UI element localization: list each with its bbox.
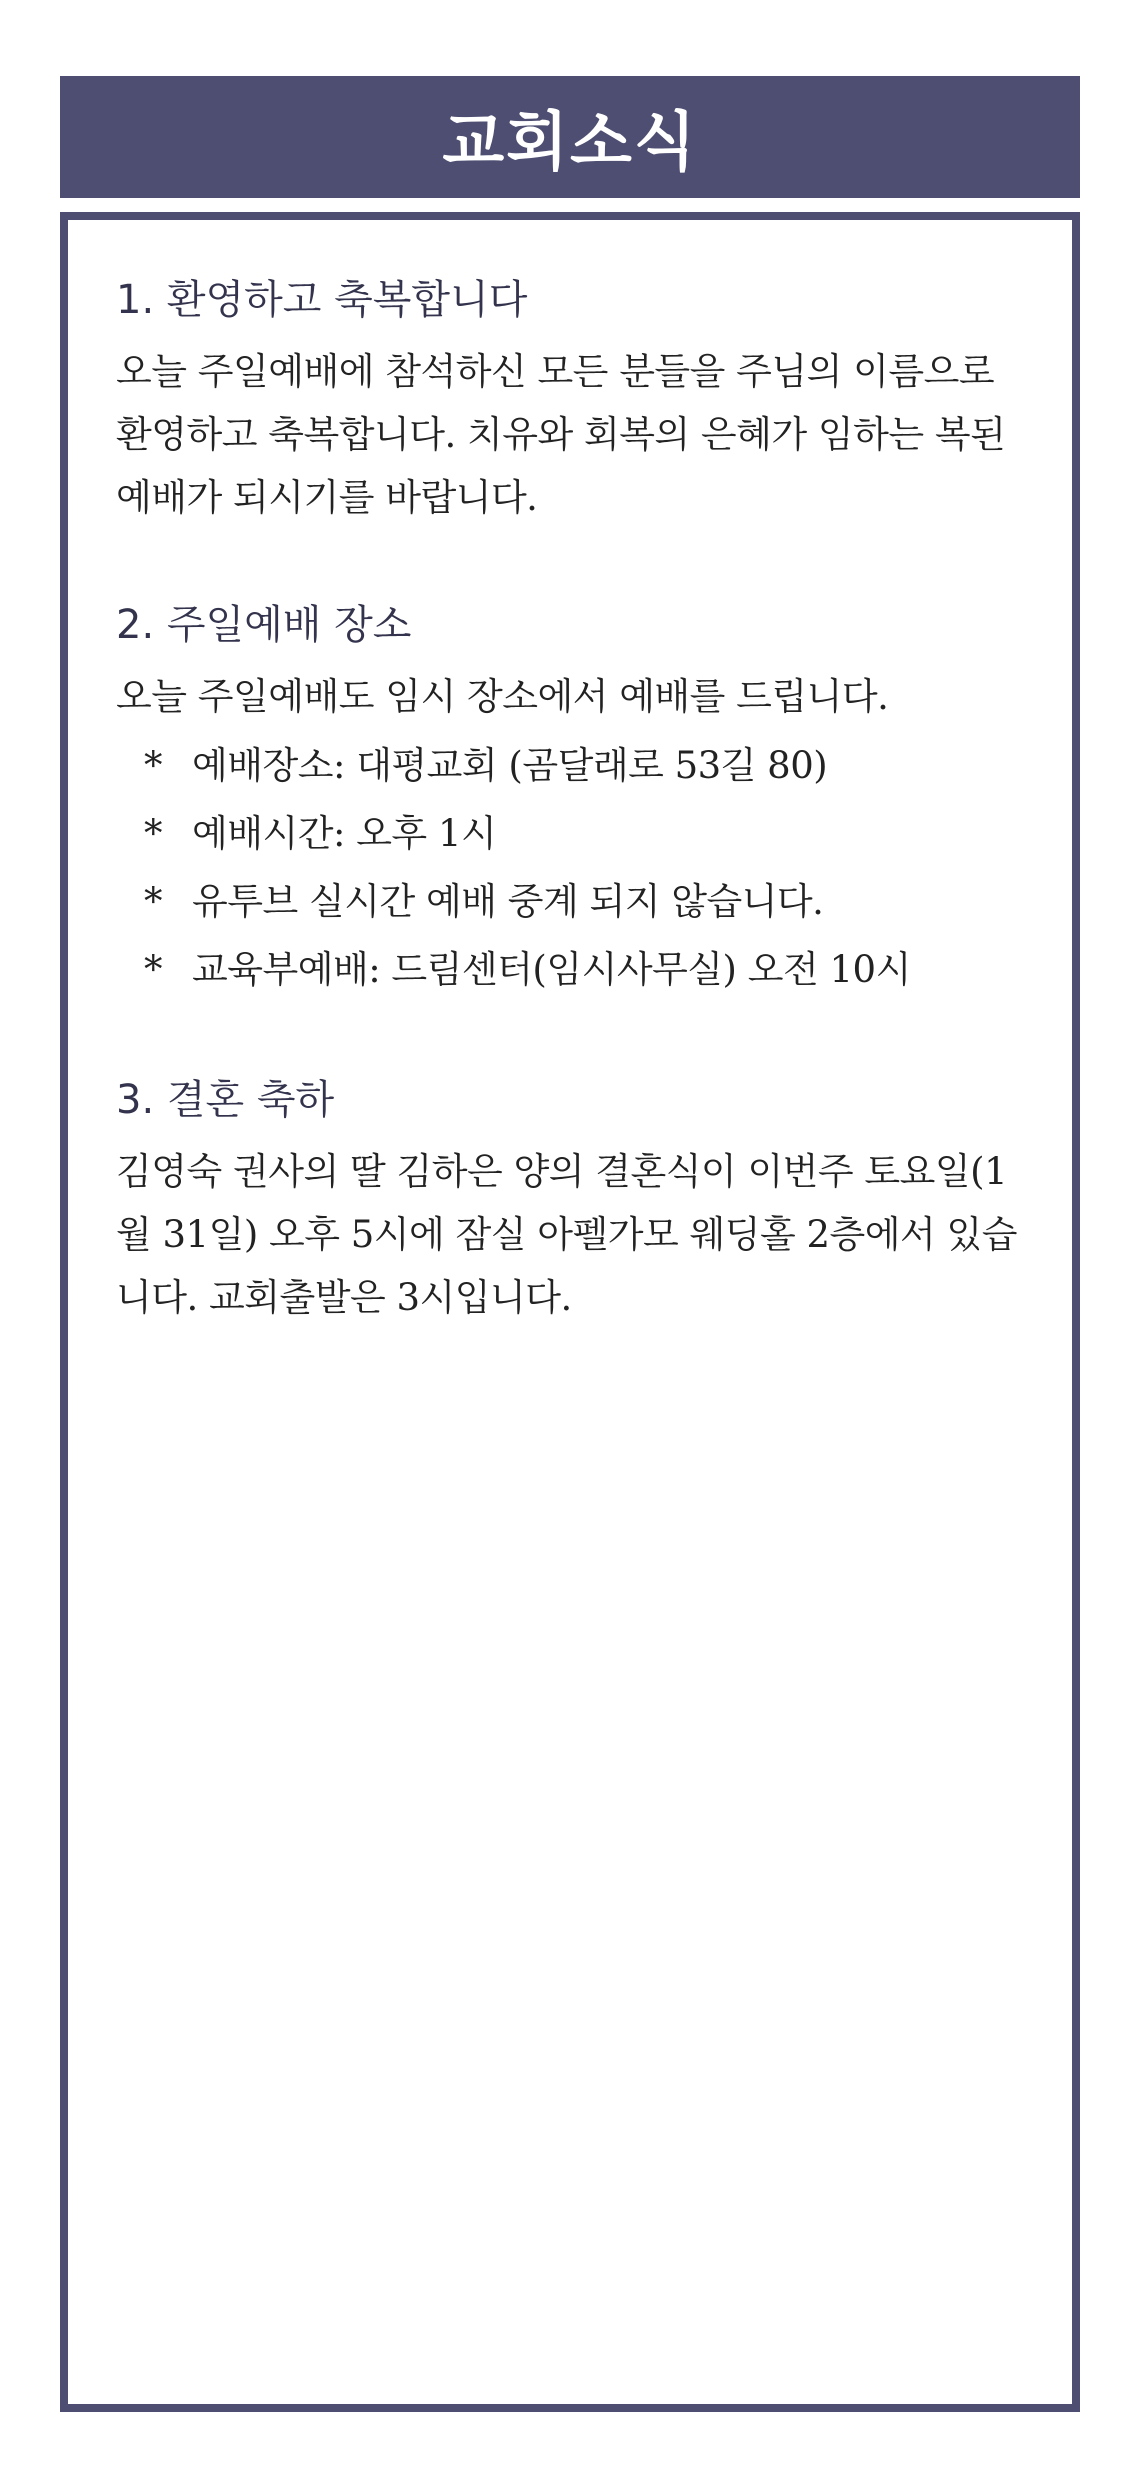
list-item-text: 예배시간: 오후 1시	[192, 812, 497, 855]
asterisk-icon: *	[144, 812, 162, 855]
asterisk-icon: *	[144, 948, 162, 991]
title-bar	[60, 76, 1080, 198]
section-body: 오늘 주일예배도 임시 장소에서 예배를 드립니다.	[116, 675, 889, 718]
page-title: 교회소식	[442, 106, 698, 180]
section-body: 오늘 주일예배에 참석하신 모든 분들을 주님의 이름으로 환영하고 축복합니다. 치유와 회복의 은혜가 임하는 복된 예배가 되시기를 바랍니다.	[116, 350, 1006, 519]
list-item	[144, 732, 1022, 800]
section-heading: 3. 결혼 축하	[116, 1077, 335, 1123]
asterisk-icon: *	[144, 880, 162, 923]
list-item	[144, 800, 1022, 868]
list-item	[144, 936, 1022, 1004]
list-item-text: 예배장소: 대평교회 (곰달래로 53길 80)	[192, 744, 828, 787]
section-body: 김영숙 권사의 딸 김하은 양의 결혼식이 이번주 토요일(1월 31일) 오후 5시에 잠실 아펠가모 웨딩홀 2층에서 있습니다. 교회출발은 3시입니다.	[116, 1150, 1018, 1319]
list-item	[144, 868, 1022, 936]
asterisk-icon: *	[144, 744, 162, 787]
section-worship-location	[116, 595, 1022, 1004]
section-wedding	[116, 1070, 1022, 1329]
section-heading: 2. 주일예배 장소	[116, 602, 412, 648]
section-heading: 1. 환영하고 축복합니다	[116, 277, 528, 323]
section-welcome	[116, 270, 1022, 529]
bullet-list	[116, 732, 1022, 1004]
news-content-box	[60, 212, 1080, 2412]
list-item-text: 유투브 실시간 예배 중계 되지 않습니다.	[192, 880, 824, 923]
list-item-text: 교육부예배: 드림센터(임시사무실) 오전 10시	[192, 948, 911, 991]
